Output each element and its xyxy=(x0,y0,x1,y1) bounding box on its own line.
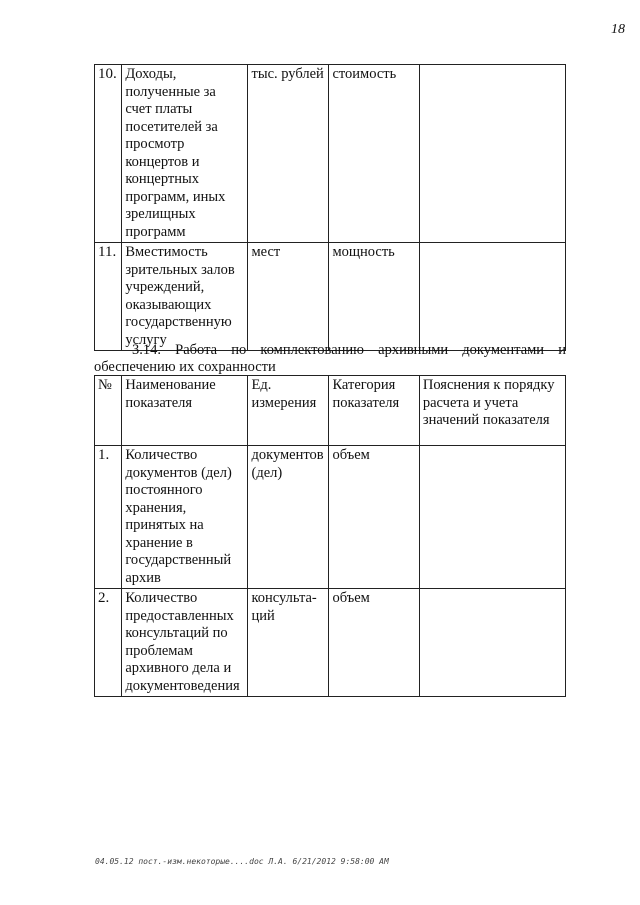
table-header-row xyxy=(95,376,566,446)
calculation-notes xyxy=(419,589,565,697)
row-number: 11. xyxy=(95,243,122,351)
table-row xyxy=(95,446,566,589)
table-row xyxy=(95,243,566,351)
row-number: 1. xyxy=(95,446,122,589)
unit-of-measure: мест xyxy=(248,243,329,351)
indicator-category: объем xyxy=(329,446,419,589)
header-indicator-name: Наименование показателя xyxy=(122,376,248,446)
indicator-category: объем xyxy=(329,589,419,697)
unit-of-measure: консульта-ций xyxy=(248,589,329,697)
page-number: 18 xyxy=(611,22,625,37)
calculation-notes xyxy=(419,243,565,351)
unit-of-measure: документов (дел) xyxy=(248,446,329,589)
calculation-notes xyxy=(419,446,565,589)
indicator-category: стоимость xyxy=(329,65,419,243)
section-heading-line-2: обеспечению их сохранности xyxy=(94,359,276,375)
indicator-name: Количество предоставленных консультаций по проблемам архивного дела и документоведения xyxy=(122,589,248,697)
header-notes: Пояснения к порядку расчета и учета значений показателя xyxy=(419,376,565,446)
table-row xyxy=(95,65,566,243)
header-unit: Ед. измерения xyxy=(248,376,329,446)
indicator-table-continued xyxy=(94,64,566,351)
calculation-notes xyxy=(419,65,565,243)
section-heading-line-1: 3.14. Работа по комплектованию архивными документами и xyxy=(132,342,566,358)
table-row xyxy=(95,589,566,697)
row-number: 10. xyxy=(95,65,122,243)
section-heading xyxy=(94,342,566,376)
header-category: Категория показателя xyxy=(329,376,419,446)
document-footer: 04.05.12 пост.-изм.некоторые....doc Л.А. 6/21/2012 9:58:00 AM xyxy=(95,857,389,866)
indicator-name: Вместимость зрительных залов учреждений, оказывающих государственную услугу xyxy=(122,243,248,351)
header-number: № xyxy=(95,376,122,446)
indicator-name: Доходы, полученные за счет платы посетителей за просмотр концертов и концертных программ, иных зрелищных программ xyxy=(122,65,248,243)
indicator-name: Количество документов (дел) постоянного хранения, принятых на хранение в государственный архив xyxy=(122,446,248,589)
archive-indicator-table xyxy=(94,375,566,697)
indicator-category: мощность xyxy=(329,243,419,351)
unit-of-measure: тыс. рублей xyxy=(248,65,329,243)
row-number: 2. xyxy=(95,589,122,697)
